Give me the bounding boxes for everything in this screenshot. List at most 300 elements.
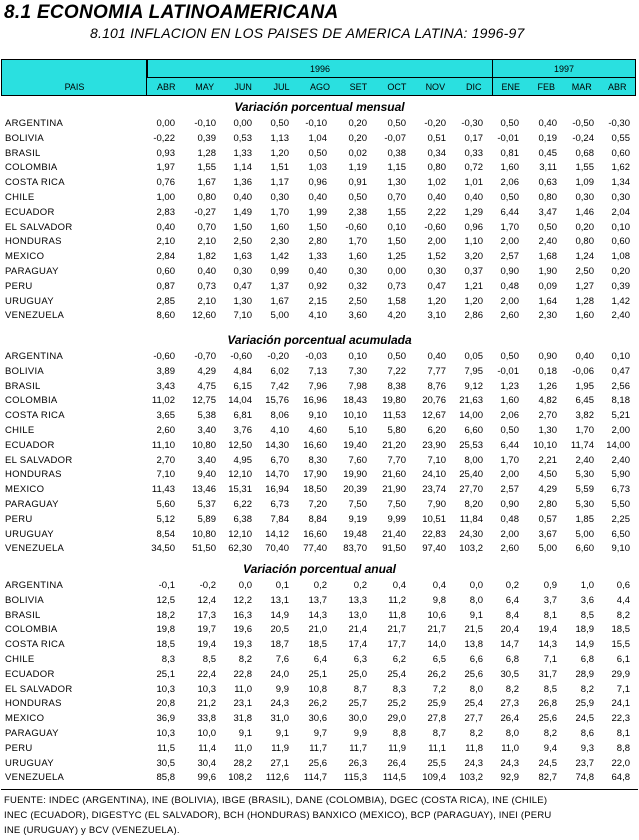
table-cell: 11,4 xyxy=(198,742,216,754)
table-cell: 1,85 xyxy=(575,513,594,525)
table-cell: 30,0 xyxy=(348,713,367,725)
table-cell: -0,2 xyxy=(199,580,216,591)
table-cell: 16,60 xyxy=(303,528,327,540)
country-name: CHILE xyxy=(5,654,35,665)
table-cell: 25,5 xyxy=(427,757,446,769)
table-cell: 10,51 xyxy=(422,513,446,525)
table-cell: 6,1 xyxy=(616,654,630,665)
country-name: ARGENTINA xyxy=(5,351,64,362)
table-cell: 25,4 xyxy=(387,668,406,680)
table-cell: 0,80 xyxy=(538,192,557,203)
table-row xyxy=(0,498,639,513)
table-cell: 18,9 xyxy=(575,624,594,636)
table-cell: 6,44 xyxy=(500,439,519,451)
table-cell: 2,40 xyxy=(575,454,594,466)
table-cell: 5,38 xyxy=(197,410,216,422)
table-cell: 11,10 xyxy=(151,439,175,451)
table-cell: 1,37 xyxy=(270,280,289,292)
table-cell: 8,2 xyxy=(543,728,557,739)
table-cell: 0,80 xyxy=(427,162,446,174)
table-cell: 1,90 xyxy=(538,266,557,277)
table-cell: 0,2 xyxy=(313,580,327,591)
table-cell: 19,8 xyxy=(156,624,175,636)
table-cell: 27,8 xyxy=(427,713,446,725)
table-cell: 1,55 xyxy=(575,162,594,174)
table-cell: 5,12 xyxy=(156,513,175,525)
table-cell: 103,2 xyxy=(459,772,483,784)
source-line-3: INE (URUGUAY) y BCV (VENEZUELA). xyxy=(4,825,180,836)
table-cell: 8,30 xyxy=(308,454,327,466)
country-name: ARGENTINA xyxy=(5,118,64,129)
table-cell: -0,10 xyxy=(305,118,327,129)
table-cell: 6,8 xyxy=(580,654,594,665)
table-cell: 23,90 xyxy=(422,439,446,451)
table-cell: 1,34 xyxy=(611,177,630,189)
table-cell: 4,20 xyxy=(387,310,406,322)
table-cell: 8,38 xyxy=(387,380,406,392)
table-cell: 1,63 xyxy=(233,251,252,263)
table-cell: 19,6 xyxy=(233,624,252,636)
table-cell: 2,10 xyxy=(156,236,175,248)
table-cell: 10,6 xyxy=(427,609,446,621)
table-cell: 5,00 xyxy=(538,543,557,555)
table-cell: 1,60 xyxy=(270,221,289,233)
table-cell: 25,1 xyxy=(308,668,327,680)
table-cell: 8,5 xyxy=(202,654,216,665)
table-cell: 7,20 xyxy=(308,499,327,510)
table-cell: 14,3 xyxy=(538,639,557,651)
table-cell: 1,58 xyxy=(387,295,406,307)
table-cell: 1,08 xyxy=(611,251,630,263)
table-cell: 21,5 xyxy=(464,624,483,636)
table-cell: 0,0 xyxy=(238,580,252,591)
table-cell: 2,57 xyxy=(500,484,519,496)
table-cell: 2,38 xyxy=(348,206,367,218)
table-cell: 11,53 xyxy=(382,410,406,422)
table-row xyxy=(0,594,639,609)
table-cell: 4,4 xyxy=(616,594,630,606)
table-cell: 24,3 xyxy=(464,757,483,769)
table-cell: 1,46 xyxy=(575,206,594,218)
table-cell: 12,60 xyxy=(192,310,216,322)
table-cell: 85,8 xyxy=(156,772,175,784)
table-cell: 16,3 xyxy=(233,609,252,621)
table-cell: 11,02 xyxy=(151,395,175,407)
table-cell: 14,7 xyxy=(500,639,519,651)
month-header: SET xyxy=(349,82,368,92)
table-cell: 8,60 xyxy=(156,310,175,322)
table-cell: 19,3 xyxy=(233,639,252,651)
table-cell: 24,3 xyxy=(270,698,289,710)
table-cell: 6,73 xyxy=(270,499,289,510)
table-cell: 0,50 xyxy=(348,192,367,203)
table-cell: 99,6 xyxy=(197,772,216,784)
table-row xyxy=(0,191,639,206)
table-cell: 11,8 xyxy=(465,742,483,754)
table-header xyxy=(1,59,636,96)
table-cell: 1,67 xyxy=(197,177,216,189)
table-cell: 0,30 xyxy=(270,192,289,203)
table-row xyxy=(0,542,639,557)
table-cell: 1,30 xyxy=(233,295,252,307)
table-cell: 2,85 xyxy=(156,295,175,307)
table-cell: 8,3 xyxy=(392,683,406,695)
table-row xyxy=(0,424,639,439)
table-row xyxy=(0,528,639,543)
table-row xyxy=(0,638,639,653)
table-cell: 0,50 xyxy=(500,425,519,436)
table-cell: 7,60 xyxy=(348,454,367,466)
table-cell: 83,70 xyxy=(343,543,367,555)
table-cell: 2,50 xyxy=(348,295,367,307)
table-cell: -0,01 xyxy=(497,365,519,377)
table-cell: 20,5 xyxy=(270,624,289,636)
country-name: EL SALVADOR xyxy=(5,221,73,233)
country-name: COSTA RICA xyxy=(5,177,65,189)
page-title: 8.1 ECONOMIA LATINOAMERICANA xyxy=(4,2,339,23)
table-cell: 0,50 xyxy=(270,118,289,129)
table-cell: 10,10 xyxy=(533,439,557,451)
table-cell: 2,80 xyxy=(538,499,557,510)
table-cell: 0,20 xyxy=(348,132,367,144)
table-cell: 11,7 xyxy=(309,742,327,754)
table-cell: 23,7 xyxy=(575,757,594,769)
table-cell: 51,50 xyxy=(192,543,216,555)
table-cell: 30,5 xyxy=(156,757,175,769)
table-cell: 17,90 xyxy=(303,469,327,481)
table-cell: 5,90 xyxy=(611,469,630,481)
table-row xyxy=(0,757,639,772)
country-name: COLOMBIA xyxy=(5,624,58,636)
table-cell: 2,86 xyxy=(464,310,483,322)
country-name: EL SALVADOR xyxy=(5,683,73,695)
table-cell: 0,38 xyxy=(387,147,406,159)
table-cell: 3,7 xyxy=(543,594,557,606)
table-cell: 6,3 xyxy=(353,654,367,665)
country-name: VENEZUELA xyxy=(5,543,65,555)
table-cell: 25,6 xyxy=(308,757,327,769)
table-cell: 7,70 xyxy=(387,454,406,466)
header-divider xyxy=(492,60,493,96)
table-cell: 21,7 xyxy=(387,624,406,636)
table-cell: 0,99 xyxy=(270,266,289,277)
table-cell: 14,0 xyxy=(427,639,446,651)
table-cell: 0,1 xyxy=(275,580,289,591)
table-cell: -0,30 xyxy=(461,118,483,129)
table-cell: 5,00 xyxy=(575,528,594,540)
table-cell: -0,70 xyxy=(194,351,216,362)
table-cell: 1,70 xyxy=(500,221,519,233)
table-cell: 1,25 xyxy=(387,251,406,263)
table-cell: 0,81 xyxy=(500,147,519,159)
table-cell: 6,45 xyxy=(575,395,594,407)
table-cell: 8,0 xyxy=(505,728,519,739)
table-cell: 5,30 xyxy=(575,499,594,510)
table-cell: 1,20 xyxy=(464,295,483,307)
table-cell: 8,76 xyxy=(427,380,446,392)
table-cell: 2,06 xyxy=(500,410,519,422)
table-cell: 16,96 xyxy=(303,395,327,407)
table-cell: 3,40 xyxy=(197,454,216,466)
table-cell: 9,9 xyxy=(353,728,367,739)
table-cell: 0,34 xyxy=(427,147,446,159)
table-row xyxy=(0,394,639,409)
month-header: ABR xyxy=(156,82,176,92)
table-cell: 10,3 xyxy=(156,683,175,695)
table-cell: 0,68 xyxy=(575,147,594,159)
table-cell: 115,3 xyxy=(343,772,367,784)
table-cell: 21,63 xyxy=(459,395,483,407)
table-cell: 25,1 xyxy=(156,668,175,680)
table-cell: 7,90 xyxy=(427,499,446,510)
table-cell: 0,40 xyxy=(575,351,594,362)
table-cell: 6,70 xyxy=(270,454,289,466)
table-cell: 1,02 xyxy=(427,177,446,189)
table-cell: 10,10 xyxy=(343,410,367,422)
table-cell: 8,00 xyxy=(464,454,483,466)
table-cell: 2,25 xyxy=(611,513,630,525)
table-cell: 0,40 xyxy=(427,351,446,362)
table-cell: 18,5 xyxy=(308,639,327,651)
table-cell: 6,02 xyxy=(270,365,289,377)
table-cell: 11,5 xyxy=(157,742,175,754)
table-cell: 1,30 xyxy=(387,177,406,189)
table-cell: 4,82 xyxy=(538,395,557,407)
table-cell: 3,11 xyxy=(539,162,557,174)
table-cell: 1,23 xyxy=(500,380,519,392)
table-cell: 0,37 xyxy=(464,266,483,277)
month-header: NOV xyxy=(425,82,446,92)
table-cell: 114,7 xyxy=(303,772,327,784)
table-cell: 0,53 xyxy=(233,132,252,144)
month-header: JUL xyxy=(273,82,290,92)
table-cell: 70,40 xyxy=(265,543,289,555)
table-cell: 108,2 xyxy=(228,772,252,784)
table-cell: 7,42 xyxy=(270,380,289,392)
table-cell: 1,50 xyxy=(387,236,406,248)
table-cell: 7,2 xyxy=(432,683,446,695)
table-cell: 3,43 xyxy=(156,380,175,392)
table-cell: 114,5 xyxy=(382,772,406,784)
table-row xyxy=(0,683,639,698)
table-cell: 2,21 xyxy=(538,454,557,466)
table-cell: 19,48 xyxy=(343,528,367,540)
table-cell: 9,12 xyxy=(464,380,483,392)
table-cell: 0,47 xyxy=(233,280,252,292)
table-cell: 6,44 xyxy=(500,206,519,218)
table-cell: 26,2 xyxy=(427,668,446,680)
table-cell: 13,8 xyxy=(464,639,483,651)
table-cell: 0,10 xyxy=(611,351,630,362)
table-cell: 9,1 xyxy=(238,728,252,739)
table-cell: 0,40 xyxy=(156,221,175,233)
table-cell: 1,20 xyxy=(427,295,446,307)
table-cell: 0,33 xyxy=(464,147,483,159)
country-name: MEXICO xyxy=(5,251,45,263)
table-row xyxy=(0,280,639,295)
table-cell: 14,00 xyxy=(459,410,483,422)
table-cell: 33,8 xyxy=(197,713,216,725)
country-name: EL SALVADOR xyxy=(5,454,73,466)
table-cell: 11,0 xyxy=(234,683,252,695)
table-cell: 24,0 xyxy=(270,668,289,680)
table-cell: 9,1 xyxy=(469,609,483,621)
table-cell: 11,9 xyxy=(388,742,406,754)
table-cell: 0,92 xyxy=(308,280,327,292)
country-name: BRASIL xyxy=(5,380,41,392)
table-cell: 29,0 xyxy=(387,713,406,725)
table-cell: 12,5 xyxy=(156,594,175,606)
table-cell: 18,5 xyxy=(156,639,175,651)
table-cell: 5,80 xyxy=(387,425,406,436)
table-cell: 21,7 xyxy=(427,624,446,636)
year-1997-header: 1997 xyxy=(493,60,635,78)
country-name: MEXICO xyxy=(5,484,45,496)
table-cell: 11,43 xyxy=(151,484,175,496)
table-cell: 3,10 xyxy=(427,310,446,322)
table-cell: 0,40 xyxy=(538,118,557,129)
table-cell: 1,64 xyxy=(538,295,557,307)
table-cell: -0,60 xyxy=(153,351,175,362)
table-cell: 0,70 xyxy=(387,192,406,203)
table-cell: 0,60 xyxy=(156,266,175,277)
table-cell: 5,10 xyxy=(348,425,367,436)
table-cell: 0,39 xyxy=(197,132,216,144)
table-cell: 1,60 xyxy=(500,395,519,407)
table-cell: 2,00 xyxy=(500,295,519,307)
table-cell: -0,01 xyxy=(497,132,519,144)
table-cell: 16,60 xyxy=(303,439,327,451)
table-cell: 8,2 xyxy=(616,609,630,621)
table-row xyxy=(0,147,639,162)
table-cell: 10,3 xyxy=(156,728,175,739)
table-cell: -0,20 xyxy=(424,118,446,129)
table-cell: -0,27 xyxy=(194,206,216,218)
table-cell: 14,30 xyxy=(265,439,289,451)
table-cell: 0,2 xyxy=(505,580,519,591)
table-cell: 2,60 xyxy=(156,425,175,436)
table-cell: 1,51 xyxy=(270,162,289,174)
table-cell: 12,50 xyxy=(228,439,252,451)
table-cell: 7,13 xyxy=(308,365,327,377)
table-cell: 6,60 xyxy=(575,543,594,555)
month-header: ENE xyxy=(501,82,520,92)
table-cell: 5,21 xyxy=(611,410,630,422)
table-cell: 1,70 xyxy=(348,236,367,248)
table-cell: 6,4 xyxy=(505,594,519,606)
country-name: PARAGUAY xyxy=(5,728,59,739)
table-cell: 2,00 xyxy=(500,469,519,481)
table-row xyxy=(0,235,639,250)
table-cell: -0,10 xyxy=(194,118,216,129)
table-cell: 14,9 xyxy=(270,609,289,621)
table-cell: 5,89 xyxy=(197,513,216,525)
table-row xyxy=(0,454,639,469)
table-cell: 25,7 xyxy=(348,698,367,710)
table-cell: 3,67 xyxy=(538,528,557,540)
table-cell: 24,1 xyxy=(611,698,630,710)
table-cell: 14,00 xyxy=(606,439,630,451)
table-cell: 2,00 xyxy=(500,528,519,540)
country-name: COLOMBIA xyxy=(5,395,58,407)
table-cell: 92,9 xyxy=(500,772,519,784)
month-header: MAY xyxy=(195,82,215,92)
country-name: URUGUAY xyxy=(5,528,54,540)
table-cell: 11,2 xyxy=(388,594,406,606)
table-cell: 1,30 xyxy=(538,425,557,436)
table-cell: 24,5 xyxy=(575,713,594,725)
table-cell: 8,54 xyxy=(156,528,175,540)
table-cell: 9,7 xyxy=(313,728,327,739)
table-cell: 1,20 xyxy=(270,147,289,159)
table-cell: 12,75 xyxy=(192,395,216,407)
table-cell: 8,5 xyxy=(580,609,594,621)
country-name: CHILE xyxy=(5,192,35,203)
country-name: ECUADOR xyxy=(5,668,55,680)
table-cell: 1,29 xyxy=(464,206,483,218)
table-cell: 8,0 xyxy=(469,683,483,695)
table-cell: 21,60 xyxy=(382,469,406,481)
table-cell: 17,3 xyxy=(197,609,216,621)
table-cell: 15,31 xyxy=(228,484,252,496)
table-cell: 1,42 xyxy=(270,251,289,263)
table-cell: 2,30 xyxy=(270,236,289,248)
table-cell: 0,47 xyxy=(611,365,630,377)
country-name: URUGUAY xyxy=(5,295,54,307)
table-cell: 14,12 xyxy=(265,528,289,540)
table-cell: 0,32 xyxy=(348,280,367,292)
table-cell: 4,10 xyxy=(308,310,327,322)
table-cell: 8,2 xyxy=(469,728,483,739)
table-cell: 1,28 xyxy=(197,147,216,159)
table-cell: 0,51 xyxy=(427,132,446,144)
table-cell: 0,48 xyxy=(500,513,519,525)
table-cell: 1,15 xyxy=(387,162,406,174)
table-cell: 6,4 xyxy=(313,654,327,665)
table-cell: 34,50 xyxy=(151,543,175,555)
table-cell: 6,50 xyxy=(611,528,630,540)
table-cell: 0,50 xyxy=(387,351,406,362)
table-cell: 5,00 xyxy=(270,310,289,322)
table-cell: 0,18 xyxy=(538,365,557,377)
table-cell: 0,93 xyxy=(156,147,175,159)
table-cell: 17,7 xyxy=(387,639,406,651)
table-cell: 112,6 xyxy=(265,772,289,784)
table-cell: 7,1 xyxy=(616,683,630,695)
table-cell: 4,29 xyxy=(538,484,557,496)
table-cell: 8,8 xyxy=(392,728,406,739)
table-cell: 7,95 xyxy=(464,365,483,377)
table-cell: -0,30 xyxy=(608,118,630,129)
table-cell: 24,5 xyxy=(538,757,557,769)
month-header: OCT xyxy=(387,82,407,92)
table-cell: 1,55 xyxy=(197,162,216,174)
table-cell: 4,84 xyxy=(233,365,252,377)
table-cell: 21,4 xyxy=(348,624,367,636)
table-cell: -0,50 xyxy=(572,118,594,129)
table-cell: 21,2 xyxy=(197,698,216,710)
table-cell: 8,1 xyxy=(543,609,557,621)
country-name: BRASIL xyxy=(5,147,41,159)
table-cell: 13,7 xyxy=(308,594,327,606)
table-cell: 2,40 xyxy=(611,454,630,466)
table-cell: 1,97 xyxy=(156,162,175,174)
table-cell: 14,9 xyxy=(575,639,594,651)
table-cell: 8,6 xyxy=(580,728,594,739)
table-cell: 4,10 xyxy=(270,425,289,436)
table-cell: 0,76 xyxy=(156,177,175,189)
table-cell: 31,8 xyxy=(233,713,252,725)
